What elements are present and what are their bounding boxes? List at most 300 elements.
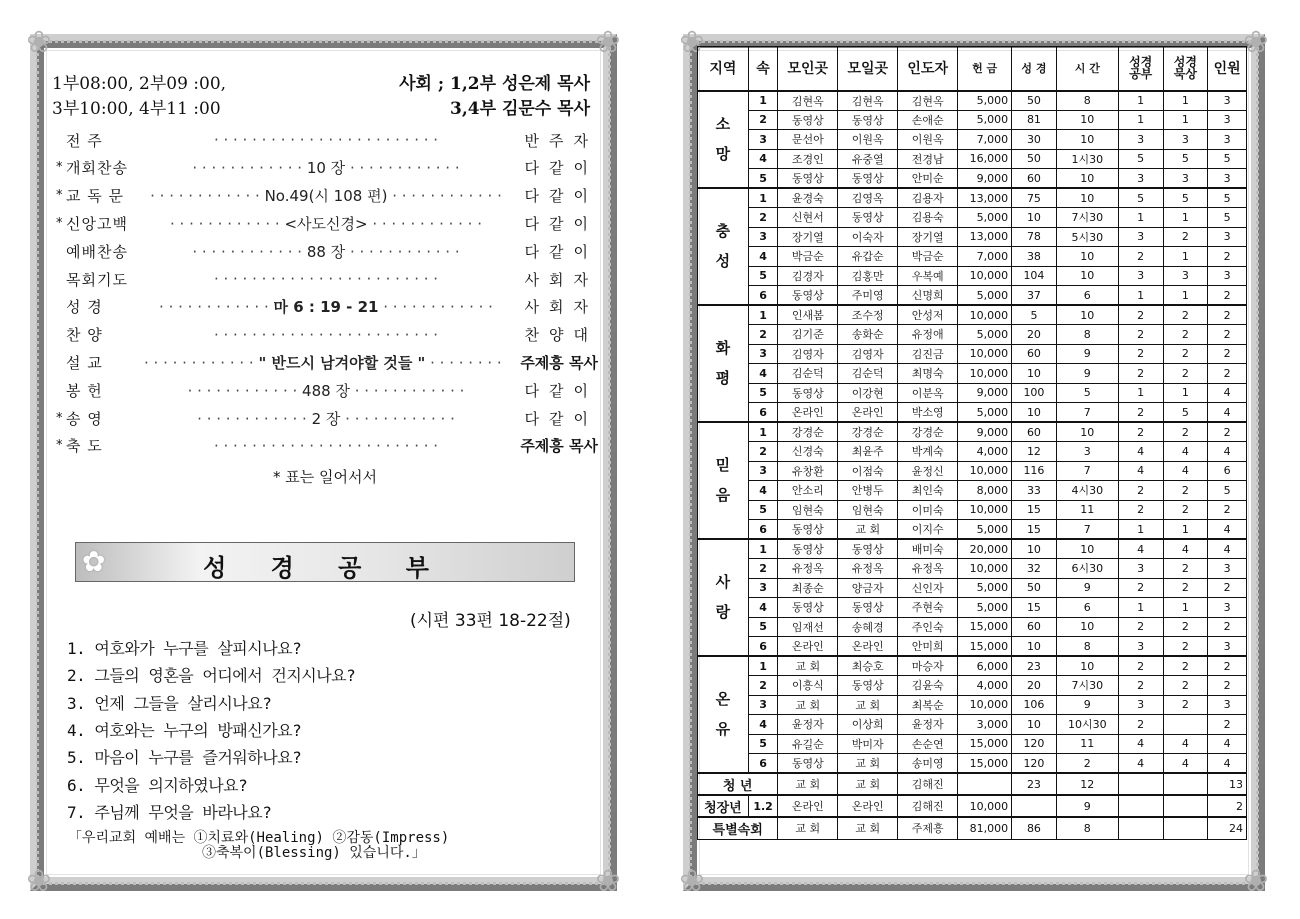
table-cell: 유창환 [778, 461, 838, 481]
order-item-leader: 다같이 [524, 381, 598, 400]
table-cell: 김윤숙 [898, 676, 958, 696]
table-row [698, 325, 1247, 345]
table-cell: 2 [1118, 481, 1163, 501]
order-item-detail-text: 10 장 [306, 159, 346, 178]
service-times-line1: 1부08:00, 2부09 :00, [52, 74, 227, 94]
table-cell: 온라인 [778, 795, 838, 817]
table-cell: 1 [748, 188, 777, 208]
order-item-detail-text: 88 장 [306, 242, 346, 261]
table-cell: 4 [1208, 754, 1247, 774]
table-cell: 유정옥 [838, 559, 898, 579]
table-cell: 9 [1056, 795, 1118, 817]
group-sub: 1.2 [748, 795, 777, 817]
table-cell: 1 [1118, 598, 1163, 618]
table-cell: 이점숙 [838, 461, 898, 481]
table-cell: 김영옥 [838, 188, 898, 208]
table-row [698, 695, 1247, 715]
column-header: 인도자 [898, 47, 958, 91]
table-cell: 15,000 [958, 637, 1012, 657]
table-cell: 이상희 [838, 715, 898, 735]
table-row [698, 403, 1247, 423]
table-cell: 5,000 [958, 520, 1012, 540]
table-cell: 5,000 [958, 110, 1012, 130]
table-cell: 유정옥 [778, 559, 838, 579]
table-cell: 김순덕 [838, 364, 898, 384]
table-cell: 박계숙 [898, 442, 958, 462]
table-cell: 5 [1056, 383, 1118, 403]
table-cell: 3 [1163, 130, 1208, 150]
table-cell: 최복순 [898, 695, 958, 715]
table-row [698, 422, 1247, 442]
column-header: 성경 공부 [1118, 47, 1163, 91]
table-cell: 인새봄 [778, 305, 838, 325]
order-item-name: 성 경 [66, 298, 103, 317]
order-item-detail [144, 157, 508, 178]
flower-icon: ✿ [82, 545, 106, 578]
table-cell: 교 회 [838, 773, 898, 795]
table-cell: 3 [1056, 442, 1118, 462]
table-cell: 38 [1012, 247, 1057, 267]
table-cell: 동영상 [778, 169, 838, 189]
order-item-detail-text: No.49(시 108 편) [264, 187, 388, 206]
table-cell: 9 [1056, 364, 1118, 384]
table-row [698, 500, 1247, 520]
psalm-reference: (시편 33편 18-22절) [410, 611, 571, 631]
table-cell: 2 [1118, 715, 1163, 735]
standing-mark: * [56, 438, 63, 454]
table-cell: 이미숙 [898, 500, 958, 520]
table-cell: 교 회 [838, 520, 898, 540]
table-cell: 안미희 [898, 637, 958, 657]
table-cell: 동영상 [778, 110, 838, 130]
table-cell: 최종순 [778, 578, 838, 598]
table-cell: 2 [1118, 500, 1163, 520]
table-cell: 37 [1012, 286, 1057, 306]
table-cell: 7시30 [1056, 208, 1118, 228]
table-cell: 윤정자 [898, 715, 958, 735]
order-item-detail [144, 213, 508, 234]
worship-order-item [56, 183, 598, 209]
table-cell: 주제흥 [898, 817, 958, 839]
order-item-detail-text: <사도신경> [284, 214, 368, 233]
table-cell: 5 [1208, 149, 1247, 169]
table-cell: 3 [748, 227, 777, 247]
table-cell: 9,000 [958, 383, 1012, 403]
table-cell: 2 [1163, 578, 1208, 598]
table-cell: 6 [748, 403, 777, 423]
table-cell: 신경숙 [778, 442, 838, 462]
table-cell: 3 [1208, 91, 1247, 111]
table-cell: 최명숙 [898, 364, 958, 384]
table-cell: 30 [1012, 130, 1057, 150]
table-cell: 4 [748, 149, 777, 169]
host-line2: 3,4부 김문수 목사 [450, 99, 590, 119]
table-cell: 2 [1056, 754, 1118, 774]
table-cell: 6 [1056, 598, 1118, 618]
table-cell: 7 [1056, 461, 1118, 481]
table-cell: 4 [1163, 734, 1208, 754]
table-cell: 5,000 [958, 403, 1012, 423]
table-cell: 10 [1012, 208, 1057, 228]
table-cell: 이원옥 [838, 130, 898, 150]
table-cell: 2 [748, 442, 777, 462]
table-cell: 4 [748, 364, 777, 384]
region-name: 소 망 [698, 91, 749, 189]
table-row [698, 169, 1247, 189]
table-cell: 윤정자 [778, 715, 838, 735]
table-cell [1118, 795, 1163, 817]
table-cell: 2 [1208, 422, 1247, 442]
order-item-detail [144, 131, 508, 149]
table-cell: 교 회 [838, 754, 898, 774]
table-cell: 5,000 [958, 578, 1012, 598]
table-cell: 조수정 [838, 305, 898, 325]
corner-ornament-icon: ❀ [595, 864, 621, 899]
table-cell: 1 [1118, 110, 1163, 130]
table-cell: 11 [1056, 500, 1118, 520]
worship-order-item [56, 155, 598, 181]
table-cell: 1 [1118, 383, 1163, 403]
table-row [698, 461, 1247, 481]
region-name: 화 평 [698, 305, 749, 422]
table-cell: 7 [1056, 520, 1118, 540]
table-cell: 2 [1208, 247, 1247, 267]
table-cell: 3 [1118, 266, 1163, 286]
table-cell: 신명희 [898, 286, 958, 306]
table-cell: 2 [1208, 578, 1247, 598]
standing-mark: * [56, 410, 63, 426]
order-item-leader: 찬양대 [524, 326, 598, 345]
table-cell: 2 [1163, 676, 1208, 696]
order-item-name: 설 교 [66, 353, 103, 372]
table-cell: 9 [1056, 695, 1118, 715]
table-cell: 2 [748, 208, 777, 228]
table-cell: 동영상 [838, 676, 898, 696]
bible-study-title: 성 경 공 부 [203, 554, 447, 582]
table-cell: 3 [1208, 598, 1247, 618]
table-cell: 3 [1163, 169, 1208, 189]
table-cell: 3 [1208, 637, 1247, 657]
column-header: 모일곳 [838, 47, 898, 91]
table-row [698, 383, 1247, 403]
table-cell: 2 [1208, 795, 1247, 817]
table-cell: 동영상 [778, 520, 838, 540]
table-cell: 5 [748, 266, 777, 286]
table-cell: 15 [1012, 500, 1057, 520]
table-cell: 교 회 [838, 695, 898, 715]
table-cell: 김영자 [838, 344, 898, 364]
corner-ornament-icon: ❀ [679, 864, 705, 899]
table-cell: 8,000 [958, 481, 1012, 501]
table-cell: 최승호 [838, 656, 898, 676]
table-cell: 안성저 [898, 305, 958, 325]
table-cell: 15,000 [958, 617, 1012, 637]
table-cell [1163, 795, 1208, 817]
table-row [698, 773, 1247, 795]
table-cell: 20,000 [958, 539, 1012, 559]
study-question: 3. 언제 그들을 살리시나요? [67, 693, 272, 713]
order-item-name: 전 주 [66, 131, 103, 150]
order-item-name: 신앙고백 [66, 214, 128, 233]
standing-mark: * [56, 188, 63, 204]
table-cell: 송화순 [838, 325, 898, 345]
table-cell: 3 [1118, 169, 1163, 189]
table-cell: 양금자 [838, 578, 898, 598]
table-cell: 106 [1012, 695, 1057, 715]
table-row [698, 266, 1247, 286]
table-cell: 3 [1118, 637, 1163, 657]
table-cell: 온라인 [838, 637, 898, 657]
table-cell: 86 [1012, 817, 1057, 839]
table-cell: 10 [1012, 364, 1057, 384]
table-cell: 4 [748, 247, 777, 267]
table-cell: 강경순 [898, 422, 958, 442]
table-cell: 9,000 [958, 169, 1012, 189]
table-cell: 6 [1056, 286, 1118, 306]
table-cell: 2 [748, 559, 777, 579]
study-question: 5. 마음이 누구를 즐거워하나요? [67, 748, 302, 768]
order-item-leader: 사회자 [524, 298, 598, 317]
table-cell: 75 [1012, 188, 1057, 208]
order-item-detail-text: 488 장 [302, 381, 350, 400]
table-cell: 우복예 [898, 266, 958, 286]
table-cell: 1 [748, 422, 777, 442]
table-row [698, 344, 1247, 364]
table-cell: 1 [1163, 383, 1208, 403]
table-cell: 6 [1208, 461, 1247, 481]
table-cell: 5 [748, 383, 777, 403]
table-cell: 문선아 [778, 130, 838, 150]
table-row [698, 364, 1247, 384]
table-cell: 5,000 [958, 208, 1012, 228]
table-cell: 김기준 [778, 325, 838, 345]
table-cell: 10,000 [958, 461, 1012, 481]
table-cell: 3 [1208, 110, 1247, 130]
order-item-detail [144, 437, 508, 455]
table-cell: 김순덕 [778, 364, 838, 384]
table-cell: 유정애 [898, 325, 958, 345]
table-cell: 2 [1118, 305, 1163, 325]
table-cell: 이지수 [898, 520, 958, 540]
table-cell: 이숙자 [838, 227, 898, 247]
table-cell: 손순연 [898, 734, 958, 754]
corner-ornament-icon: ❀ [679, 25, 705, 60]
table-cell: 김용숙 [898, 208, 958, 228]
table-row [698, 734, 1247, 754]
region-name: 믿 음 [698, 422, 749, 539]
table-cell: 7 [1056, 403, 1118, 423]
table-cell: 박금순 [898, 247, 958, 267]
order-item-name: 목회기도 [66, 270, 128, 289]
table-row [698, 817, 1247, 839]
order-item-leader: 다같이 [524, 242, 598, 261]
table-cell: 81 [1012, 110, 1057, 130]
order-item-detail [144, 326, 508, 344]
order-item-detail [144, 185, 508, 206]
table-cell: 5 [1163, 188, 1208, 208]
order-item-name: 송 영 [66, 409, 103, 428]
order-item-leader: 사회자 [524, 270, 598, 289]
table-cell: 2 [1163, 481, 1208, 501]
table-cell: 10 [1056, 656, 1118, 676]
table-cell: 6 [748, 286, 777, 306]
table-cell: 이분옥 [898, 383, 958, 403]
table-cell: 동영상 [778, 539, 838, 559]
table-cell: 10 [1056, 247, 1118, 267]
table-cell: 동영상 [838, 110, 898, 130]
table-cell: 2 [1118, 422, 1163, 442]
table-cell: 이원옥 [898, 130, 958, 150]
table-cell: 9 [1056, 578, 1118, 598]
bible-study-banner [75, 542, 575, 582]
service-times-line2: 3부10:00, 4부11 :00 [52, 99, 221, 119]
table-cell: 15 [1012, 598, 1057, 618]
table-cell: 15,000 [958, 754, 1012, 774]
order-item-detail-text: 마 6 : 19 - 21 [273, 298, 379, 317]
table-cell: 2 [1118, 247, 1163, 267]
table-cell [958, 773, 1012, 795]
order-item-detail [144, 408, 508, 429]
study-question: 2. 그들의 영혼을 어디에서 건지시나요? [67, 666, 356, 686]
table-cell: 3 [748, 461, 777, 481]
motto-line2: ③축복이(Blessing) 있습니다.」 [202, 845, 426, 861]
table-cell: 9 [1056, 344, 1118, 364]
table-row [698, 559, 1247, 579]
column-header: 시 간 [1056, 47, 1118, 91]
study-question: 4. 여호와는 누구의 방패신가요? [67, 720, 302, 740]
table-cell: 동영상 [778, 754, 838, 774]
table-cell [1163, 773, 1208, 795]
table-cell: 3 [748, 578, 777, 598]
table-row [698, 110, 1247, 130]
table-cell: 동영상 [778, 383, 838, 403]
table-cell: 임현숙 [838, 500, 898, 520]
table-cell: 16,000 [958, 149, 1012, 169]
table-cell: 5 [1208, 208, 1247, 228]
table-cell: 10,000 [958, 344, 1012, 364]
table-cell: 6 [748, 637, 777, 657]
column-header: 속 [748, 47, 777, 91]
table-cell: 104 [1012, 266, 1057, 286]
table-cell: 온라인 [778, 403, 838, 423]
table-row [698, 539, 1247, 559]
table-cell: 박금순 [778, 247, 838, 267]
table-row [698, 715, 1247, 735]
table-cell: 4 [1208, 539, 1247, 559]
table-cell: 12 [1056, 773, 1118, 795]
table-cell: 이흥식 [778, 676, 838, 696]
table-cell: 1 [1118, 208, 1163, 228]
table-cell: 유갑순 [838, 247, 898, 267]
table-row [698, 247, 1247, 267]
table-cell: 2 [748, 325, 777, 345]
table-cell: 32 [1012, 559, 1057, 579]
table-cell: 온라인 [778, 637, 838, 657]
table-cell: 장기열 [898, 227, 958, 247]
table-cell: 2 [1163, 305, 1208, 325]
table-cell: 4 [1118, 461, 1163, 481]
group-label: 청장년 [698, 795, 749, 817]
table-cell: 박소영 [898, 403, 958, 423]
table-cell: 10 [1012, 637, 1057, 657]
table-cell: 3 [1208, 169, 1247, 189]
table-cell [1163, 715, 1208, 735]
table-cell: 1 [1163, 598, 1208, 618]
table-cell: 2 [1163, 344, 1208, 364]
table-cell: 1 [748, 656, 777, 676]
worship-order-item [56, 266, 598, 292]
corner-ornament-icon: ❀ [1243, 864, 1269, 899]
table-cell: 조경인 [778, 149, 838, 169]
table-cell: 4 [748, 715, 777, 735]
table-cell: 5 [748, 500, 777, 520]
table-cell: 2 [1118, 578, 1163, 598]
table-cell: 5 [1163, 403, 1208, 423]
table-cell: 120 [1012, 734, 1057, 754]
table-cell: 동영상 [838, 539, 898, 559]
table-cell: 4,000 [958, 676, 1012, 696]
table-row [698, 754, 1247, 774]
table-cell: 6 [748, 520, 777, 540]
table-cell: 1 [1163, 520, 1208, 540]
column-header: 헌 금 [958, 47, 1012, 91]
table-cell: 10 [1012, 403, 1057, 423]
table-row [698, 676, 1247, 696]
table-cell: 2 [1208, 364, 1247, 384]
table-cell: 동영상 [838, 208, 898, 228]
table-cell: 2 [1163, 617, 1208, 637]
order-item-leader: 반주자 [524, 131, 598, 150]
table-cell: 11 [1056, 734, 1118, 754]
worship-order-item [56, 349, 598, 375]
table-cell: 50 [1012, 91, 1057, 111]
table-cell: 6시30 [1056, 559, 1118, 579]
table-cell: 주인숙 [898, 617, 958, 637]
table-cell: 60 [1012, 617, 1057, 637]
table-cell: 2 [1118, 676, 1163, 696]
table-cell: 13,000 [958, 227, 1012, 247]
table-cell: 10시30 [1056, 715, 1118, 735]
table-cell: 4 [748, 598, 777, 618]
table-cell: 4 [748, 481, 777, 501]
table-cell [1163, 817, 1208, 839]
table-cell: 김해진 [898, 773, 958, 795]
table-cell: 13 [1208, 773, 1247, 795]
table-cell: 116 [1012, 461, 1057, 481]
order-item-name: 봉 헌 [66, 381, 103, 400]
table-cell [1012, 795, 1057, 817]
table-cell: 2 [1208, 676, 1247, 696]
worship-order-item [56, 405, 598, 431]
worship-order-item [56, 127, 598, 153]
table-cell: 최인숙 [898, 481, 958, 501]
cell-group-report-table [697, 46, 1247, 840]
table-cell: 5 [1118, 188, 1163, 208]
table-cell: 2 [1163, 695, 1208, 715]
order-item-name: 개회찬송 [66, 159, 128, 178]
table-cell: 9,000 [958, 422, 1012, 442]
table-cell: 임재선 [778, 617, 838, 637]
table-cell: 4 [1163, 754, 1208, 774]
table-cell: 전경남 [898, 149, 958, 169]
table-row [698, 442, 1247, 462]
table-cell: 김현옥 [838, 91, 898, 111]
table-cell: 10 [1056, 305, 1118, 325]
table-header [698, 47, 1247, 91]
table-cell: 강경순 [838, 422, 898, 442]
table-cell: 송혜경 [838, 617, 898, 637]
region-name: 사 랑 [698, 539, 749, 656]
